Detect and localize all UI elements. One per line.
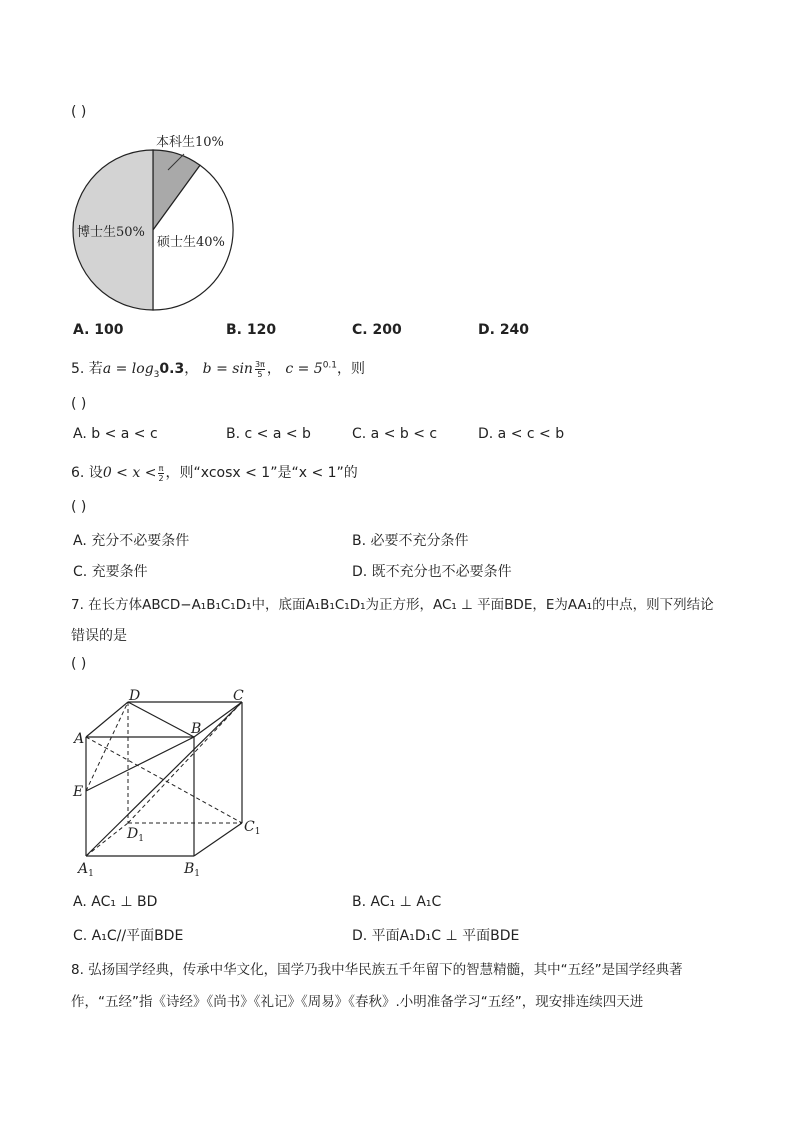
vertex-E: E (73, 784, 84, 800)
q6-mid: 0 < x < (102, 465, 157, 481)
answer-paren: ( ) (71, 104, 87, 120)
q8-stem-line1: 8. 弘扬国学经典，传承中华文化，国学乃我中华民族五千年留下的智慧精髓，其中“五经”是国学经典著 (71, 962, 683, 978)
vertex-D: D (129, 688, 141, 704)
pie-label-bachelor: 本科生10% (156, 135, 224, 150)
q4-option-a[interactable]: A. 100 (73, 322, 124, 338)
pie-label-doctor: 博士生50% (77, 225, 145, 240)
q8-stem-line2: 作，“五经”指《诗经》《尚书》《礼记》《周易》《春秋》.小明准备学习“五经”，现安排连续四天进 (71, 994, 644, 1010)
q6-prefix: 6. 设 (71, 465, 103, 481)
q6-option-b[interactable]: B. 必要不充分条件 (352, 533, 469, 549)
q7-option-b[interactable]: B. AC₁ ⊥ A₁C (352, 894, 442, 910)
vertex-B: B (191, 721, 202, 737)
vertex-A1: $A_1$ (78, 861, 94, 879)
q5-a-val: 0.3 (159, 361, 185, 377)
q5-paren: ( ) (71, 396, 87, 412)
q7-option-c[interactable]: C. A₁C//平面BDE (73, 928, 184, 944)
q5-prefix: 5. 若 (71, 361, 103, 377)
pie-label-master: 硕士生40% (157, 235, 225, 250)
q7-stem-line2: 错误的是 (71, 628, 127, 644)
q6-paren: ( ) (71, 499, 87, 515)
q5-suffix: 则 (351, 361, 366, 377)
q5-option-b[interactable]: B. c < a < b (226, 426, 311, 442)
q6-stem (71, 462, 358, 483)
q5-b-num: 3π (254, 359, 265, 369)
vertex-A: A (74, 731, 85, 747)
q4-option-d[interactable]: D. 240 (478, 322, 530, 338)
q5-b-den: 5 (257, 369, 263, 379)
vertex-C1: $C_1$ (244, 819, 261, 837)
q5-c-sup: 0.1 (322, 360, 338, 371)
q5-stem: 5. 若$a = \log_30.3$， b = sin $\frac{3\pi}{5}$ ， $c = 5^{0.1}$，则 (71, 359, 366, 380)
q5-c-text: c = 5 (285, 361, 323, 377)
q6-option-d[interactable]: D. 既不充分也不必要条件 (352, 564, 512, 580)
q6-option-a[interactable]: A. 充分不必要条件 (73, 533, 190, 549)
q6-rest: ，则“xcosx < 1”是“x < 1”的 (165, 465, 358, 481)
q5-option-d[interactable]: D. a < c < b (478, 426, 565, 442)
vertex-D1: $D_1$ (127, 826, 144, 844)
q7-option-d[interactable]: D. 平面A₁D₁C ⊥ 平面BDE (352, 928, 520, 944)
q6-frac-num: π (158, 463, 164, 473)
q4-option-c[interactable]: C. 200 (352, 322, 402, 338)
q6-frac-den: 2 (158, 473, 164, 483)
vertex-B1: $B_1$ (184, 861, 201, 879)
q5-option-a[interactable]: A. b < a < c (73, 426, 158, 442)
q5-option-c[interactable]: C. a < b < c (352, 426, 438, 442)
q5-a-text: a = log (102, 361, 154, 377)
pie-chart (60, 128, 260, 318)
q6-option-c[interactable]: C. 充要条件 (73, 564, 148, 580)
q7-option-a[interactable]: A. AC₁ ⊥ BD (73, 894, 158, 910)
q7-paren: ( ) (71, 656, 87, 672)
q5-a-sub: 3 (153, 369, 160, 380)
q7-stem-line1: 7. 在长方体ABCD−A₁B₁C₁D₁中，底面A₁B₁C₁D₁为正方形，AC₁ ⊥ 平面BDE，E为AA₁的中点，则下列结论 (71, 597, 714, 613)
q4-option-b[interactable]: B. 120 (226, 322, 277, 338)
cuboid-figure (70, 683, 270, 883)
q5-b-text: b = sin (202, 361, 253, 377)
vertex-C: C (233, 688, 244, 704)
